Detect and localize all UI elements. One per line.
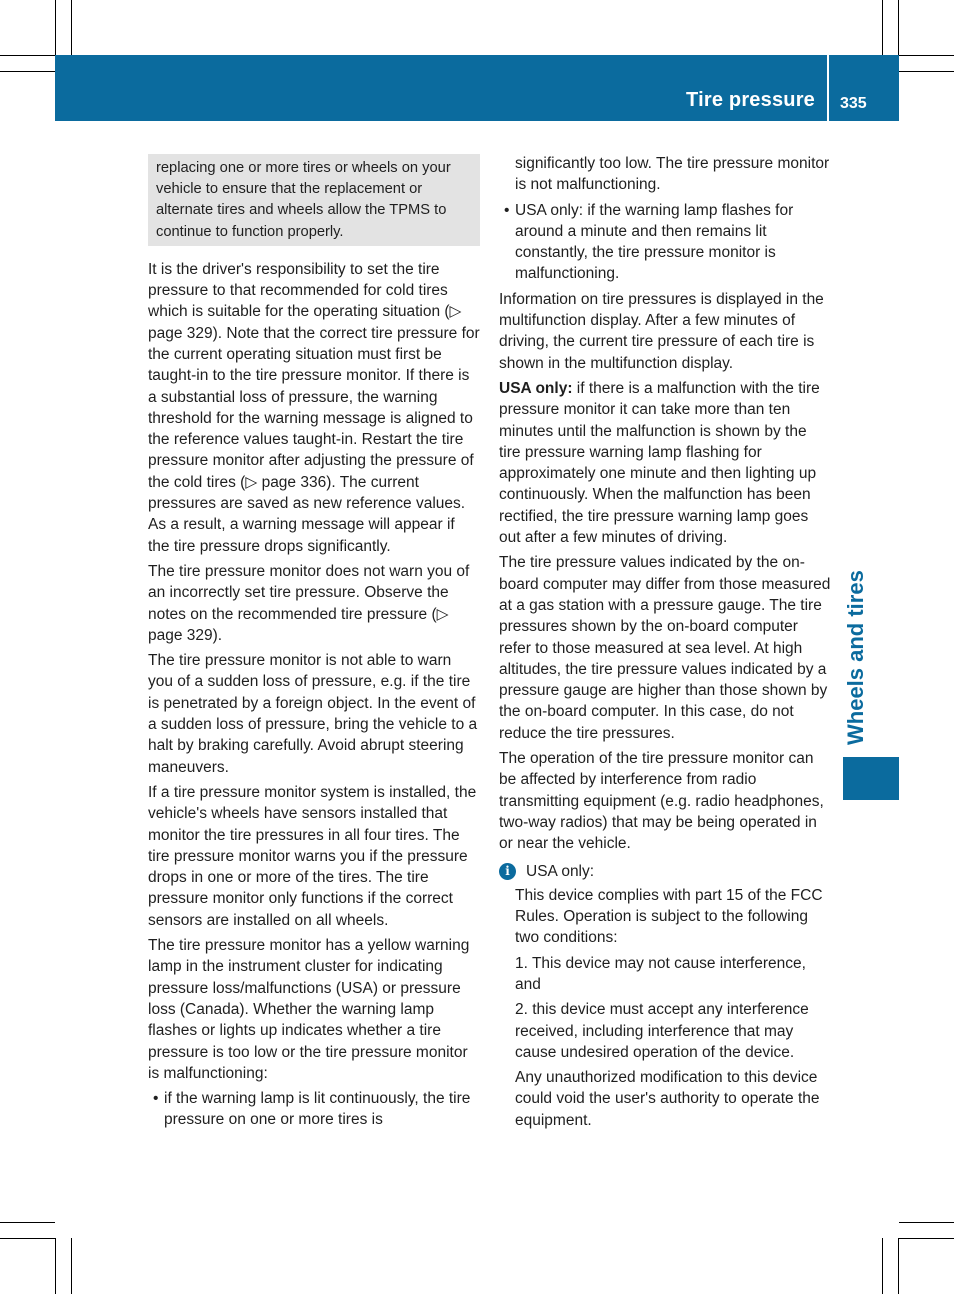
page-number: 335: [840, 95, 867, 112]
chapter-tab-label: Wheels and tires: [843, 570, 868, 745]
paragraph: [499, 378, 831, 548]
paragraph: If a tire pressure monitor system is installed, the vehicle's wheels have sensors installed that monitor the tire pressures in all four tires. The tire pressure monitor warns you if the pressure drops in one or more of the tires. The tire pressure monitor only functions if the correct sensors are installed on all wheels.: [148, 783, 477, 929]
crop-mark: [0, 71, 55, 72]
paragraph-text: if there is a malfunction with the tire pressure monitor it can take more than ten minutes until the malfunction is shown by the tire pressure warning lamp flashing for approximately one minute and then lighting up continuously. When the malfunction has been rectified, the tire pressure warning lamp goes out after a few minutes of driving.: [499, 379, 820, 547]
condition-item: 2. this device must accept any interference received, including interference that may cause undesired operation of the device.: [515, 1001, 809, 1061]
paragraph: It is the driver's responsibility to set the tire pressure to that recommended for cold tires which is suitable for the operating situation (▷ page 329). Note that the correct tire pressure for the current operating situation must first be taught-in to the tire pressure monitor. If there is a substantial loss of pressure, the warning threshold for the warning message is aligned to the reference values taught-in. Restart the tire pressure monitor after adjusting the pressure of the cold tires (▷ page 336). The current pressures are saved as new reference values. As a result, a warning message will appear if the tire pressure drops significantly.: [148, 260, 480, 555]
condition-item: 1. This device may not cause interference, and: [515, 954, 806, 993]
crop-mark: [899, 1222, 954, 1223]
header-bar: [55, 55, 899, 121]
bullet-text: if the warning lamp is lit continuously, the tire pressure on one or more tires is: [164, 1090, 471, 1129]
crop-mark: [882, 1238, 883, 1294]
bullet-dot: •: [504, 201, 510, 219]
left-column: [148, 154, 480, 1135]
info-heading: [499, 861, 831, 882]
bullet-continuation: significantly too low. The tire pressure monitor is not malfunctioning.: [515, 155, 830, 194]
section-title: Tire pressure: [686, 89, 815, 111]
paragraph: The tire pressure monitor is not able to warn you of a sudden loss of pressure, e.g. if the tire is penetrated by a foreign object. In the event of a sudden loss of pressure, bring the vehicle to a halt by braking carefully. Avoid abrupt steering maneuvers.: [148, 652, 478, 776]
crop-mark: [899, 55, 954, 56]
crop-mark: [898, 1238, 899, 1294]
crop-mark: [55, 0, 56, 55]
bullet-dot: •: [153, 1090, 159, 1108]
info-paragraph: This device complies with part 15 of the FCC Rules. Operation is subject to the following two conditions:: [515, 886, 823, 947]
paragraph: The operation of the tire pressure monitor can be affected by interference from radio transmitting equipment (e.g. radio headphones, two-way radios) that may be being operated in or near the vehicle.: [499, 750, 824, 853]
crop-mark: [0, 55, 55, 56]
crop-mark: [0, 1222, 55, 1223]
bullet-text: USA only: if the warning lamp flashes for around a minute and then remains lit constantly, the tire pressure monitor is malfunctioning.: [515, 201, 794, 283]
info-paragraph: Any unauthorized modification to this device could void the user's authority to operate the equipment.: [515, 1069, 820, 1129]
paragraph: The tire pressure monitor does not warn you of an incorrectly set tire pressure. Observe the notes on the recommended tire pressure (▷ page 329).: [148, 562, 470, 644]
crop-mark: [55, 1238, 56, 1294]
right-column: [499, 153, 831, 1135]
crop-mark: [71, 1238, 72, 1294]
info-title: USA only:: [526, 862, 595, 880]
paragraph-lead: USA only:: [499, 379, 573, 397]
paragraph: The tire pressure values indicated by the on-board computer may differ from those measured at a gas station with a pressure gauge. The tire pressures shown by the on-board computer refer to those measured at sea level. At high altitudes, the tire pressure values indicated by a pressure gauge are higher than those shown by the on-board computer. In this case, do not reduce the tire pressures.: [499, 554, 831, 742]
crop-mark: [0, 1238, 55, 1239]
paragraph: Information on tire pressures is displayed in the multifunction display. After a few minutes of driving, the current tire pressure of each tire is shown in the multifunction display.: [499, 290, 824, 372]
chapter-tab-marker: [843, 757, 899, 800]
crop-mark: [899, 71, 954, 72]
info-icon: i: [499, 863, 516, 880]
paragraph: The tire pressure monitor has a yellow warning lamp in the instrument cluster for indicating pressure loss/malfunctions (USA) or pressure loss (Canada). Whether the warning lamp flashes or lights up indicates whether a tire pressure is too low or the tire pressure monitor is malfunctioning:: [148, 937, 470, 1082]
note-box: replacing one or more tires or wheels on your vehicle to ensure that the replacement or alternate tires and wheels allow the TPMS to continue to function properly.: [148, 154, 480, 246]
header-divider: [827, 55, 829, 121]
crop-mark: [898, 0, 899, 55]
crop-mark: [882, 0, 883, 55]
crop-mark: [899, 1238, 954, 1239]
bullet-item: [499, 200, 831, 285]
crop-mark: [71, 0, 72, 55]
bullet-item: [148, 1088, 480, 1131]
